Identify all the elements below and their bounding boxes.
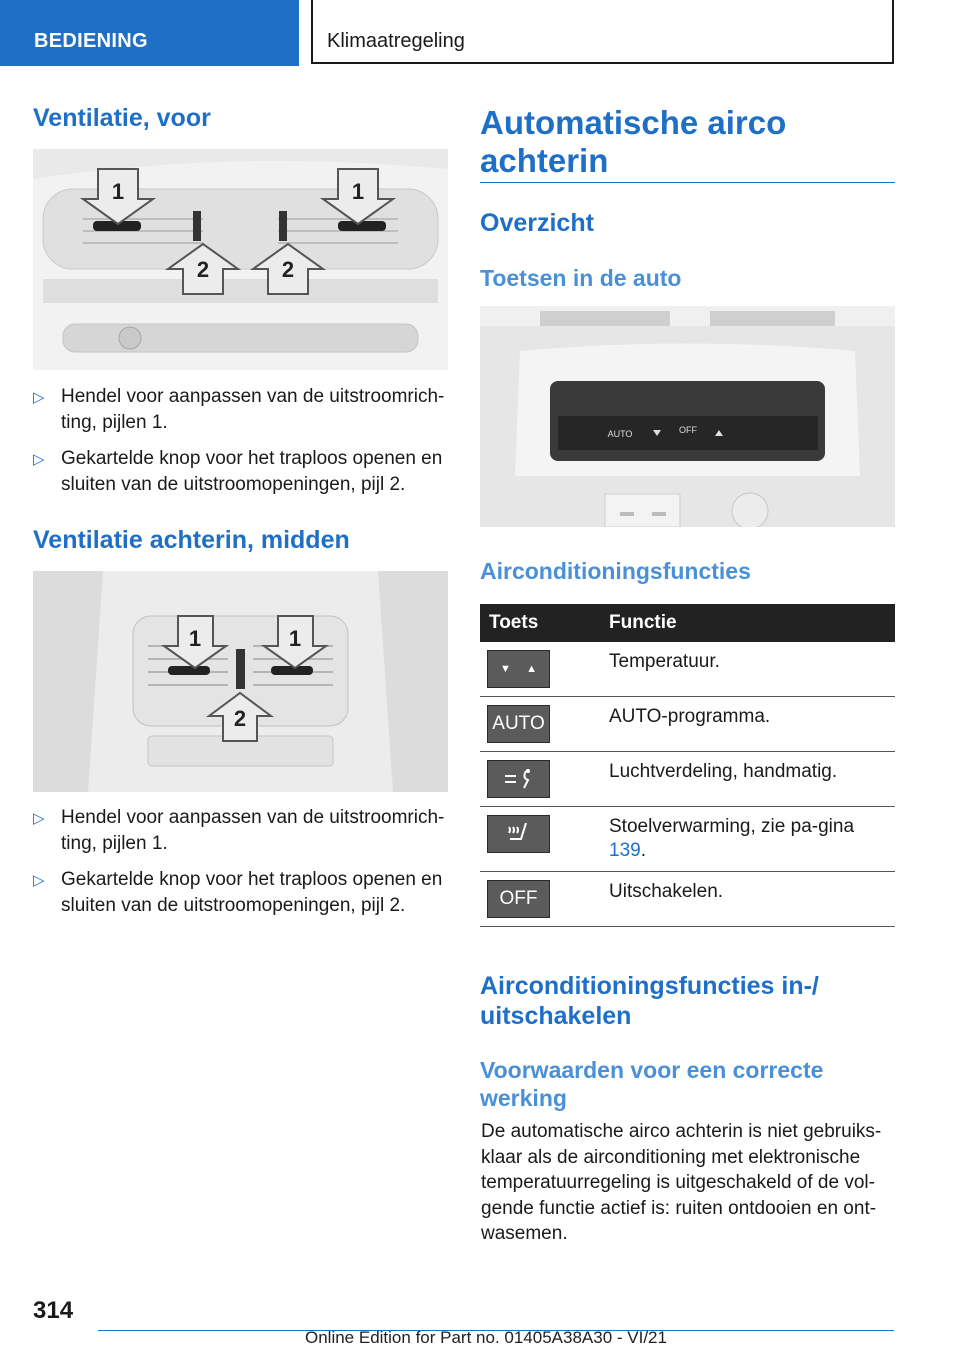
function-text: AUTO-programma.: [609, 697, 895, 752]
function-text: Temperatuur.: [609, 642, 895, 697]
bullet-triangle-icon: ▷: [33, 872, 45, 889]
page-link-139[interactable]: 139: [609, 840, 641, 861]
column-header-toets: Toets: [480, 604, 609, 642]
list-item: ▷ Gekartelde knop voor het traploos openen en sluiten van de uitstroomopeningen, pijl 2.: [33, 869, 443, 916]
chapter-label: Klimaatregeling: [327, 30, 465, 52]
off-button-icon: OFF: [487, 880, 550, 918]
footer-text: Online Edition for Part no. 01405A38A30 - VI/21: [305, 1328, 667, 1347]
rear-vent-illustration: [33, 571, 448, 792]
front-vent-list: [33, 384, 448, 508]
chapter-tab: [311, 0, 894, 64]
auto-button-icon: AUTO: [487, 705, 550, 743]
table-row: [480, 752, 895, 807]
panel-off-label: OFF: [679, 425, 697, 435]
function-text: Uitschakelen.: [609, 872, 895, 927]
list-item: ▷ Gekartelde knop voor het traploos openen en sluiten van de uitstroomopeningen, pijl 2.: [33, 448, 443, 495]
rear-vent-photo: [33, 571, 448, 792]
heading-overzicht: Overzicht: [480, 209, 594, 237]
section-label: BEDIENING: [34, 30, 148, 52]
rear-vent-list: [33, 805, 448, 929]
function-text: Luchtverdeling, handmatig.: [609, 752, 895, 807]
column-header-functie: Functie: [609, 604, 895, 642]
bullet-triangle-icon: ▷: [33, 451, 45, 468]
front-vent-illustration: [33, 149, 448, 370]
heading-voorwaarden: Voorwaarden voor een correcte werking: [480, 1057, 824, 1111]
table-row: [480, 697, 895, 752]
function-text: Stoelverwarming, zie pa-gina 139.: [609, 807, 895, 872]
list-item: ▷ Hendel voor aanpassen van de uitstroomrich-ting, pijlen 1.: [33, 807, 445, 854]
table-row: [480, 807, 895, 872]
page-number: 314: [33, 1297, 74, 1324]
list-item: ▷ Hendel voor aanpassen van de uitstroomrich-ting, pijlen 1.: [33, 386, 445, 433]
panel-auto-label: AUTO: [607, 429, 633, 439]
callout-2-left: 2: [196, 257, 210, 282]
table-row: [480, 642, 895, 697]
callout-1-right: 1: [351, 179, 365, 204]
callout-1-left: 1: [111, 179, 125, 204]
heading-front-vent: Ventilatie, voor: [33, 104, 211, 132]
body-paragraph: De automatische airco achterin is niet gebruiks-klaar als de airconditioning met elektronische temperatuurregeling is uitgeschakeld of de vol-gende functie actief is: ruiten ontdooien en ont-wasemen.: [481, 1121, 882, 1244]
front-vent-photo: [33, 149, 448, 370]
control-panel-photo: [480, 306, 895, 527]
callout-1-left: 1: [188, 626, 202, 651]
air-distribution-icon: [487, 760, 550, 798]
heading-rear-vent: Ventilatie achterin, midden: [33, 526, 350, 554]
callout-2: 2: [233, 706, 247, 731]
heading-toetsen: Toetsen in de auto: [480, 265, 682, 291]
heading-rule: [480, 182, 895, 183]
heading-onoff: Airconditioningsfuncties in-/ uitschakelen: [480, 972, 819, 1030]
heading-functions: Airconditioningsfuncties: [480, 558, 751, 584]
table-header-row: [480, 604, 895, 642]
functions-table: [480, 604, 895, 927]
callout-1-right: 1: [288, 626, 302, 651]
callout-2-right: 2: [281, 257, 295, 282]
bullet-triangle-icon: ▷: [33, 389, 45, 406]
temperature-arrows-icon: ▼ ▲: [487, 650, 550, 688]
seat-heating-icon: [487, 815, 550, 853]
control-panel-illustration: [480, 306, 895, 527]
bullet-triangle-icon: ▷: [33, 810, 45, 827]
table-row: [480, 872, 895, 927]
heading-auto-airco: Automatische airco achterin: [480, 104, 787, 179]
section-tab: [0, 0, 299, 66]
